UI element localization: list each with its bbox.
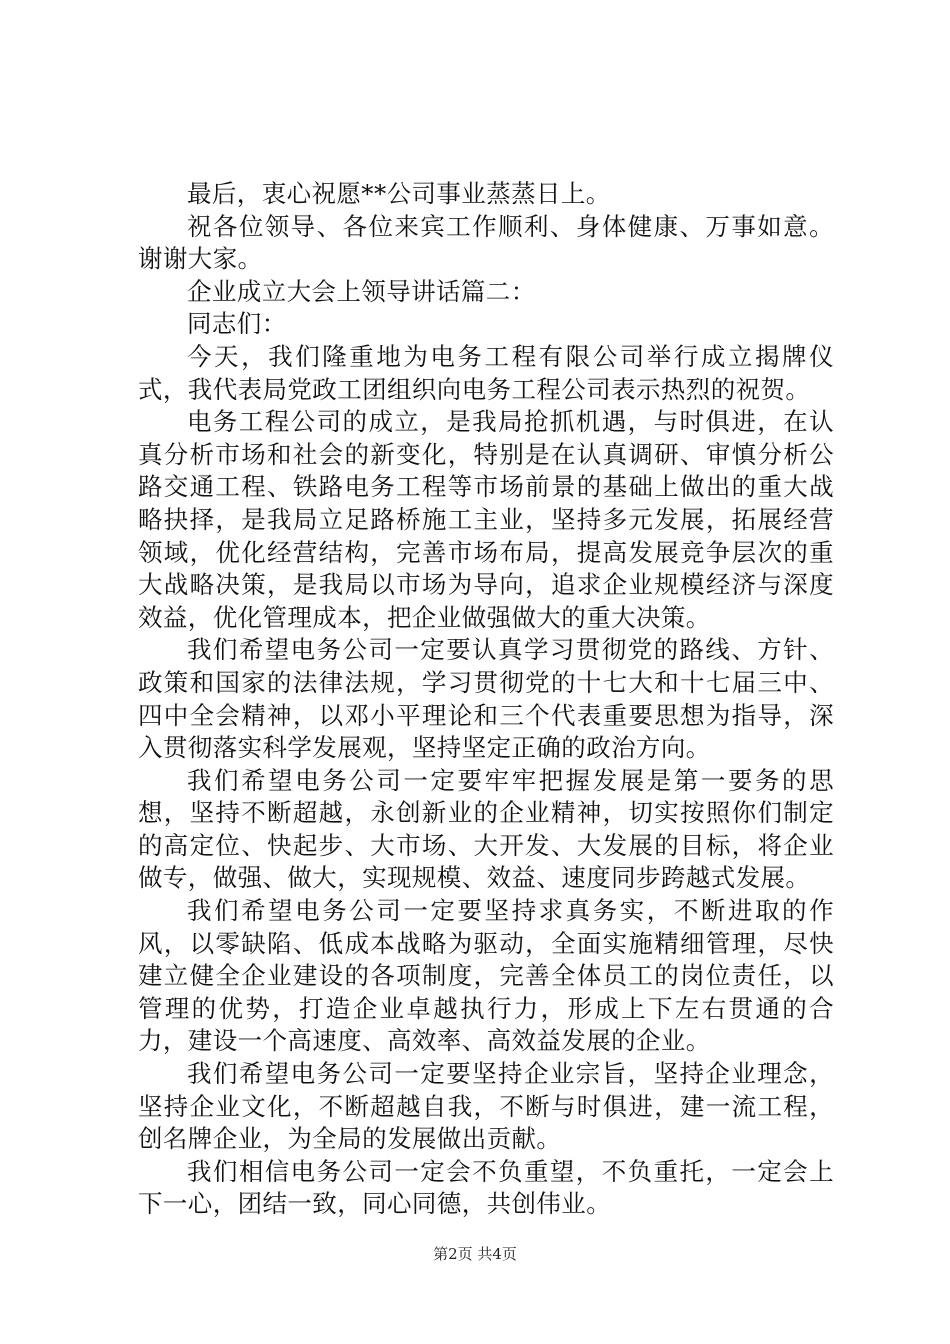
paragraph-establishment: 电务工程公司的成立，是我局抢抓机遇，与时俱进，在认真分析市场和社会的新变化，特别是在认真调研、审慎分析公路交通工程、铁路电务工程等市场前景的基础上做出的重大战略抉择，是我局立足路桥施工主业，坚持多元发展，拓展经营领域，优化经营结构，完善市场布局，提高发展竞争层次的重大战略决策，是我局以市场为导向，追求企业规模经济与深度效益，优化管理成本，把企业做强做大的重大决策。 xyxy=(138,407,834,632)
document-body xyxy=(138,178,834,1221)
paragraph-blessing: 祝各位领导、各位来宾工作顺利、身体健康、万事如意。谢谢大家。 xyxy=(138,211,834,274)
paragraph-section-title: 企业成立大会上领导讲话篇二： xyxy=(187,276,536,306)
page-number-footer: 第2页 共4页 xyxy=(433,1245,517,1263)
paragraph-hope-policy: 我们希望电务公司一定要认真学习贯彻党的路线、方针、政策和国家的法律法规，学习贯彻党的十七大和十七届三中、四中全会精神，以邓小平理论和三个代表重要思想为指导，深入贯彻落实科学发展观，坚持坚定正确的政治方向。 xyxy=(138,635,834,763)
paragraph-closing-wish: 最后，衷心祝愿**公司事业蒸蒸日上。 xyxy=(187,179,611,208)
paragraph-salutation: 同志们： xyxy=(187,309,287,339)
paragraph-opening: 今天，我们隆重地为电务工程有限公司举行成立揭牌仪式，我代表局党政工团组织向电务工程公司表示热烈的祝贺。 xyxy=(138,341,834,404)
paragraph-hope-culture: 我们希望电务公司一定要坚持企业宗旨，坚持企业理念，坚持企业文化，不断超越自我，不断与时俱进，建一流工程，创名牌企业，为全局的发展做出贡献。 xyxy=(138,1059,834,1154)
paragraph-hope-development: 我们希望电务公司一定要牢牢把握发展是第一要务的思想，坚持不断超越，永创新业的企业精神，切实按照你们制定的高定位、快起步、大市场、大开发、大发展的目标，将企业做专，做强、做大，实现规模、效益、速度同步跨越式发展。 xyxy=(138,765,834,893)
paragraph-hope-management: 我们希望电务公司一定要坚持求真务实，不断进取的作风，以零缺陷、低成本战略为驱动，全面实施精细管理，尽快建立健全企业建设的各项制度，完善全体员工的岗位责任，以管理的优势，打造企业卓越执行力，形成上下左右贯通的合力，建设一个高速度、高效率、高效益发展的企业。 xyxy=(138,896,834,1056)
paragraph-confidence: 我们相信电务公司一定会不负重望，不负重托，一定会上下一心，团结一致，同心同德，共创伟业。 xyxy=(138,1156,834,1219)
